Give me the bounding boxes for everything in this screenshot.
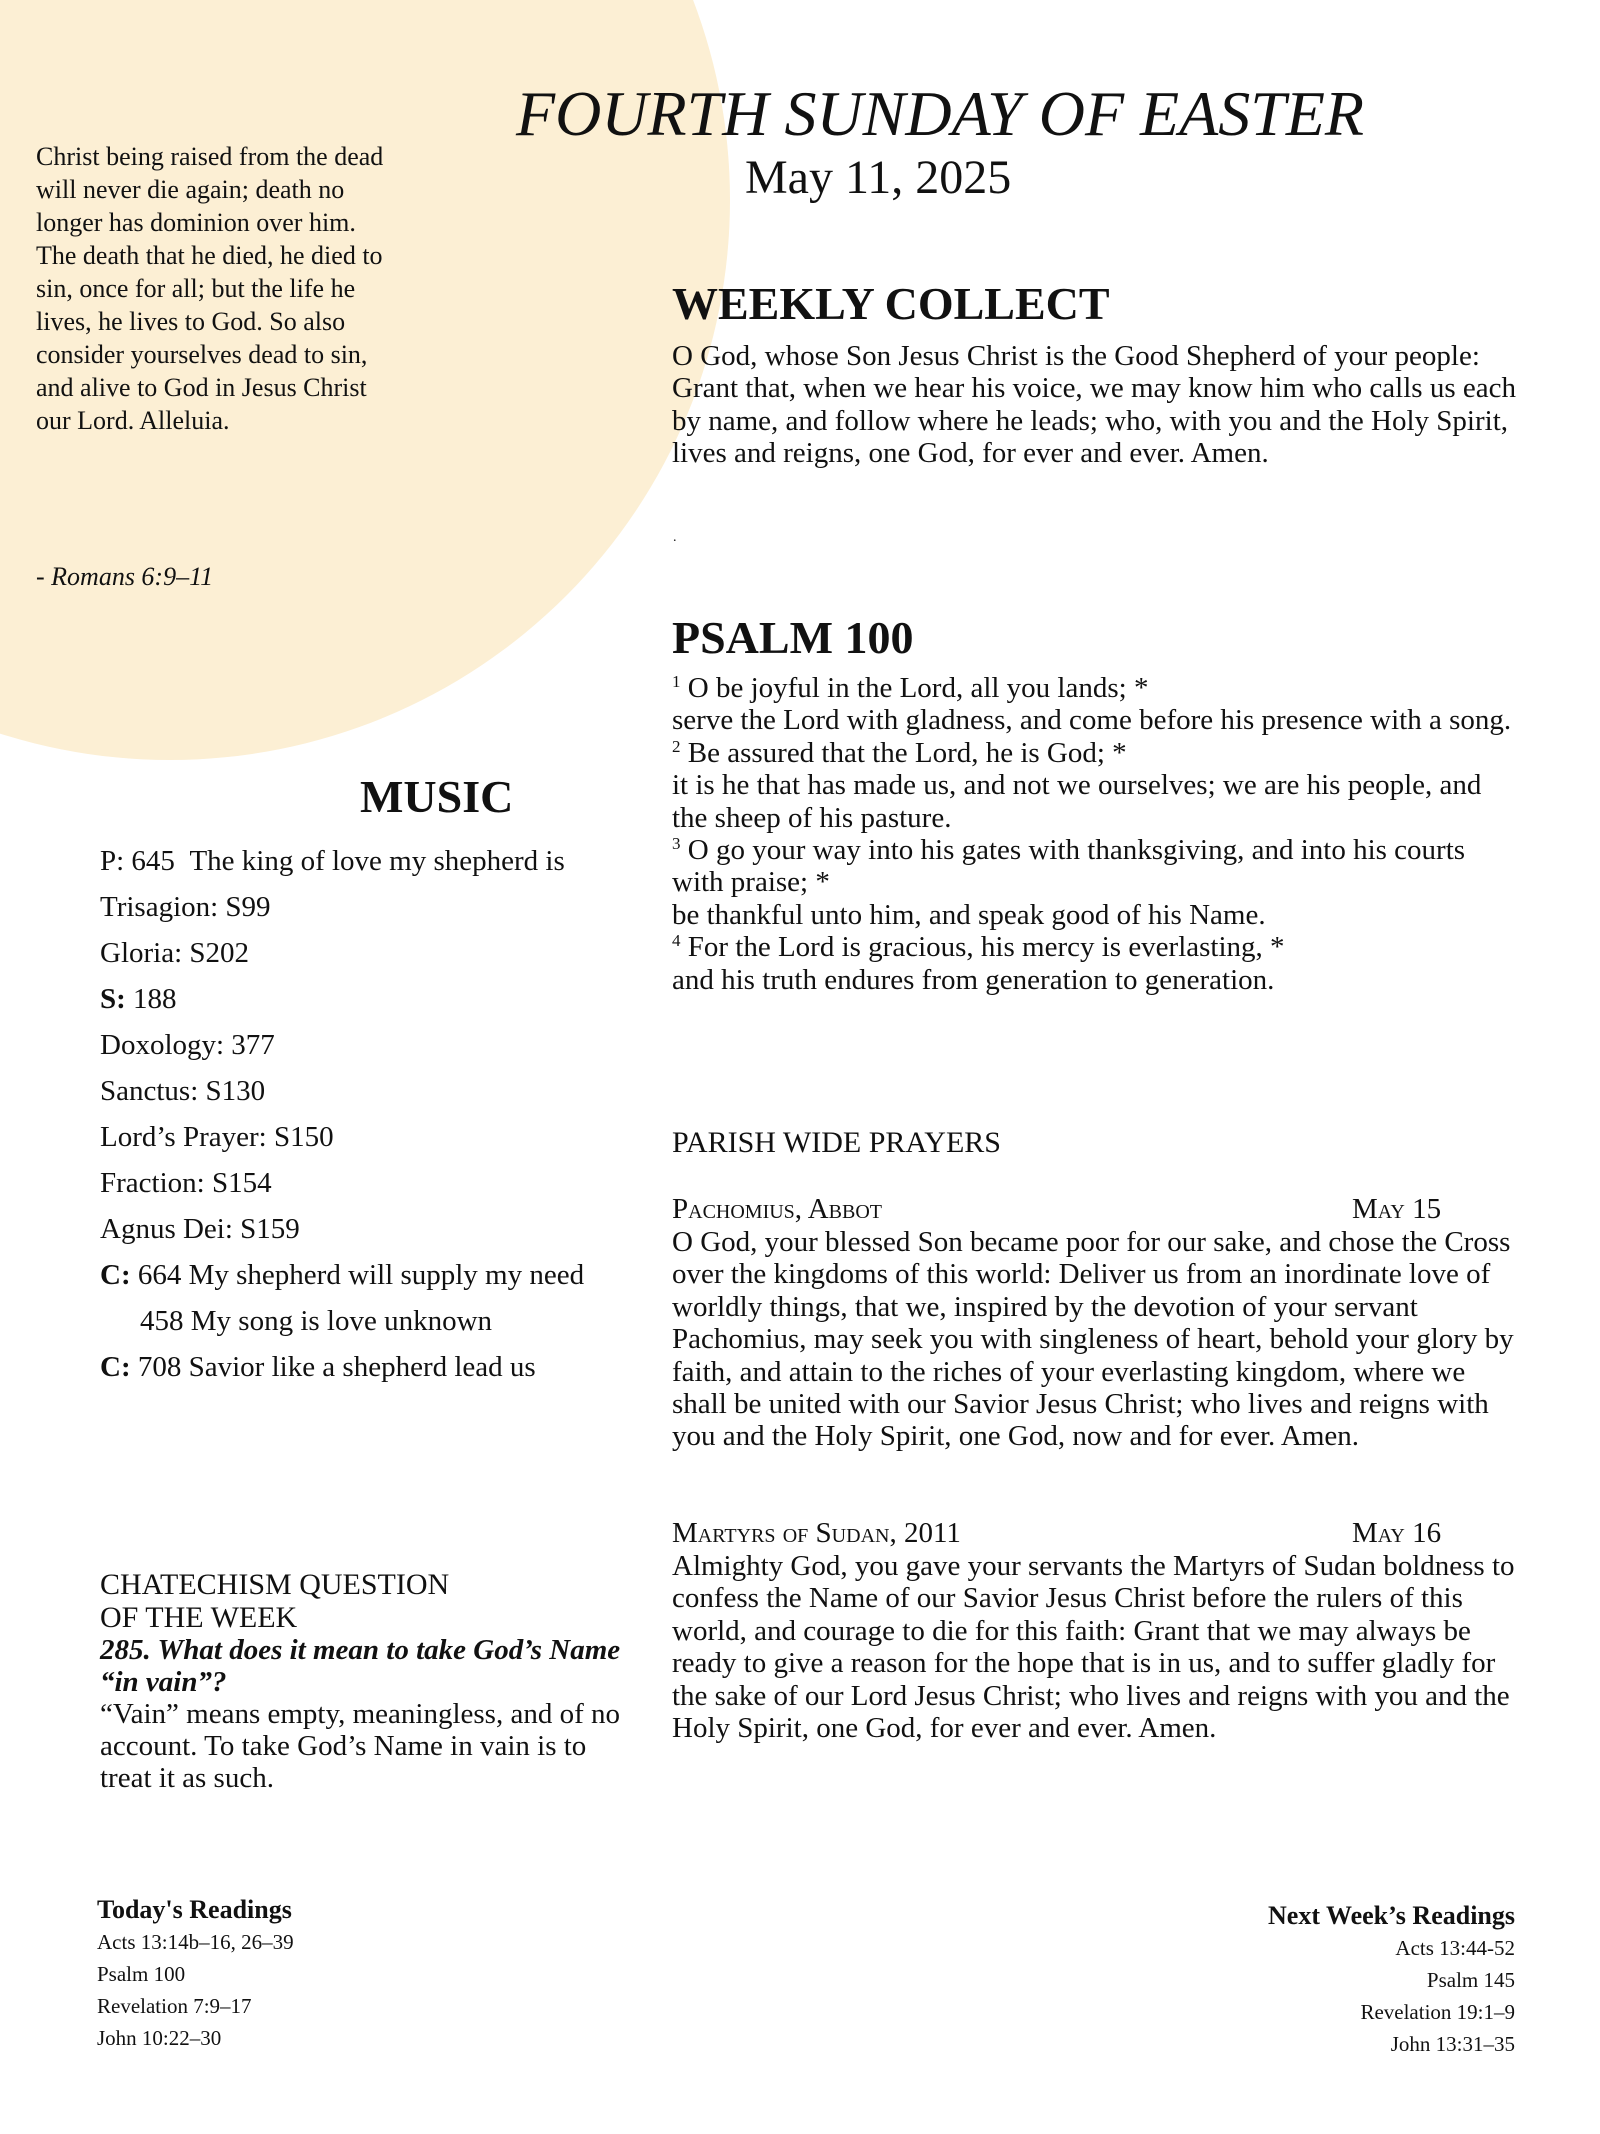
reading-item: Revelation 7:9–17 (97, 1994, 252, 2018)
music-item: P: 645 The king of love my shepherd is (100, 845, 565, 877)
catechism-heading: CHATECHISM QUESTION OF THE WEEK (100, 1568, 450, 1634)
psalm-verse: $^3$ O go your way into his gates with thanksgiving, and into his courts with praise; * (672, 834, 1466, 899)
reading-item: John 13:31–35 (1390, 2032, 1515, 2056)
psalm-verse-response: serve the Lord with gladness, and come before his presence with a song. (672, 704, 1512, 737)
prayer-name: Pachomius, Abbot (672, 1193, 882, 1225)
verse-citation: - Romans 6:9–11 (36, 562, 214, 591)
music-item: Doxology: 377 (100, 1029, 275, 1061)
collect-heading: WEEKLY COLLECT (672, 278, 1110, 329)
reading-item: Psalm 100 (97, 1962, 186, 1986)
music-item: Sanctus: S130 (100, 1075, 266, 1107)
music-item: 458 My song is love unknown (140, 1305, 493, 1337)
catechism-question: 285. What does it mean to take God’s Name “in vain”? (100, 1634, 621, 1698)
catechism-answer: “Vain” means empty, meaningless, and of no account. To take God’s Name in vain is to treat it as such. (100, 1698, 620, 1794)
todays-readings-heading: Today's Readings (97, 1895, 292, 1924)
page-date: May 11, 2025 (745, 151, 1012, 204)
music-item: C: 664 My shepherd will supply my need (100, 1259, 585, 1291)
collect-text: O God, whose Son Jesus Christ is the Good Shepherd of your people: Grant that, when we hear his voice, we may know him who calls us each by name, and follow where he leads; who, with you and the Holy Spirit, lives and reigns, one God, for ever and ever. Amen. (672, 340, 1516, 470)
psalm-heading: PSALM 100 (672, 612, 914, 663)
music-item: S: 188 (100, 983, 177, 1015)
prayer-text: Almighty God, you gave your servants the Martyrs of Sudan boldness to confess the Name of our Savior Jesus Christ before the rulers of this world, and courage to die for this faith: Grant that we may always be ready to give a reason for the hope that is in us, and to suffer gladly for the sake of our Lord Jesus Christ; who lives and reigns with you and the Holy Spirit, one God, for ever and ever. Amen. (672, 1550, 1515, 1745)
psalm-verse-response: it is he that has made us, and not we ourselves; we are his people, and the sheep of his pasture. (672, 769, 1482, 834)
prayer-text: O God, your blessed Son became poor for our sake, and chose the Cross over the kingdoms of this world: Deliver us from an inordinate love of worldly things, that we, inspired by the devotion of your servant Pachomius, may seek you with singleness of heart, behold your glory by faith, and attain to the riches of your everlasting kingdom, where we shall be united with our Savior Jesus Christ; who lives and reigns with you and the Holy Spirit, one God, now and for ever. Amen. (672, 1226, 1514, 1453)
music-item: Gloria: S202 (100, 937, 250, 969)
psalm-text (672, 672, 1522, 996)
reading-item: Acts 13:14b–16, 26–39 (97, 1930, 294, 1954)
next-week-readings (1268, 1900, 1515, 2060)
reading-item: Acts 13:44-52 (1395, 1936, 1515, 1960)
prayer-date: May 16 (1352, 1517, 1442, 1549)
psalm-verse: $^1$ O be joyful in the Lord, all you lands; * (672, 672, 1149, 704)
reading-item: Revelation 19:1–9 (1360, 2000, 1515, 2024)
page-title: FOURTH SUNDAY OF EASTER (516, 78, 1364, 149)
parish-prayers-heading: PARISH WIDE PRAYERS (672, 1126, 1001, 1159)
reading-item: John 10:22–30 (97, 2026, 222, 2050)
prayer-name: Martyrs of Sudan, 2011 (672, 1517, 961, 1549)
opening-verse: Christ being raised from the dead will never die again; death no longer has dominion over him. The death that he died, he died to sin, once for all; but the life he lives, he lives to God. So also consider yourselves dead to sin, and alive to God in Jesus Christ our Lord. Alleluia. (36, 142, 384, 435)
music-heading: MUSIC (360, 771, 514, 822)
music-item: Trisagion: S99 (100, 891, 271, 923)
next-readings-heading: Next Week’s Readings (1268, 1901, 1515, 1930)
psalm-verse-response: and his truth endures from generation to generation. (672, 963, 1275, 996)
psalm-verse-response: be thankful unto him, and speak good of his Name. (672, 898, 1266, 931)
music-list (100, 838, 584, 1390)
music-item: C: 708 Savior like a shepherd lead us (100, 1351, 536, 1383)
stray-dot: . (673, 530, 677, 545)
music-item: Fraction: S154 (100, 1167, 272, 1199)
psalm-verse: $^4$ For the Lord is gracious, his mercy is everlasting, * (672, 931, 1285, 964)
music-item: Lord’s Prayer: S150 (100, 1121, 334, 1153)
todays-readings (97, 1894, 294, 2054)
music-item: Agnus Dei: S159 (100, 1213, 300, 1245)
psalm-verse: $^2$ Be assured that the Lord, he is God; * (672, 736, 1127, 769)
prayer-date: May 15 (1352, 1193, 1442, 1225)
reading-item: Psalm 145 (1426, 1968, 1515, 1992)
